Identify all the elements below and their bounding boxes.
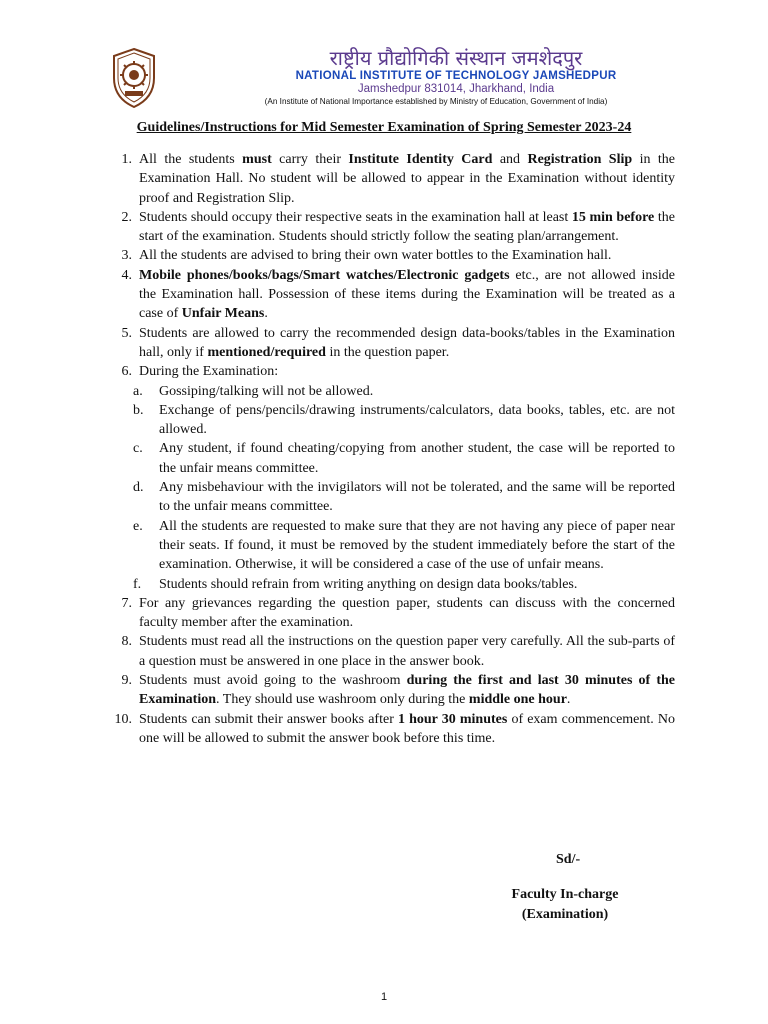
- guideline-item: [113, 710, 675, 749]
- guideline-subitem: [113, 575, 675, 594]
- letterhead: [0, 0, 768, 112]
- guideline-item: [113, 594, 675, 633]
- subitem-letter: b.: [133, 402, 144, 418]
- guideline-emphasis: during the first and last 30 minutes of the Examination: [139, 673, 675, 708]
- document-title: Guidelines/Instructions for Mid Semester Examination of Spring Semester 2023-24: [136, 120, 632, 135]
- nit-jamshedpur-seal-icon: [110, 48, 158, 108]
- guideline-number: 7.: [121, 595, 132, 611]
- subitem-text: Any misbehaviour with the invigilators will not be tolerated, and the same will be reported to the unfair means committee.: [159, 480, 675, 515]
- subitem-text: Exchange of pens/pencils/drawing instruments/calculators, data books, tables, etc. are not allowed.: [159, 402, 675, 438]
- page-number: 1: [380, 991, 388, 1003]
- subitem-text: All the students are requested to make sure that they are not having any piece of paper near their seats. If found, it must be removed by the student immediately before the start of the examination. Otherwise, it will be considered a case of the use of unfair means.: [159, 518, 675, 573]
- guideline-text: .: [264, 306, 268, 322]
- guideline-subitem: [113, 478, 675, 517]
- guideline-emphasis: middle one hour: [468, 692, 567, 708]
- subitem-letter: e.: [133, 518, 143, 534]
- guideline-text: .: [566, 692, 571, 708]
- subitem-letter: f.: [133, 576, 142, 592]
- guideline-number: 2.: [121, 209, 132, 225]
- guideline-number: 4.: [121, 267, 132, 283]
- guideline-text: All the students: [139, 152, 243, 167]
- guideline-item: [113, 632, 675, 671]
- signature-block: [495, 885, 635, 925]
- guideline-text: For any grievances regarding the question paper, students can discuss with the concerned faculty member after the examination.: [139, 595, 675, 631]
- guideline-emphasis: Registration Slip: [527, 152, 633, 167]
- guideline-item: [113, 150, 675, 208]
- guideline-emphasis: Unfair Means: [181, 306, 265, 322]
- guideline-text: the start of the examination. Students should strictly follow the seating plan/arrangement.: [139, 209, 675, 245]
- guideline-number: 9.: [121, 673, 132, 689]
- guideline-text: Students must avoid going to the washroom: [139, 673, 407, 689]
- guideline-text: and: [492, 152, 528, 167]
- guideline-number: 1.: [121, 152, 132, 167]
- guideline-item: [113, 266, 675, 324]
- guideline-number: 8.: [121, 634, 132, 650]
- subitem-text: Students should refrain from writing anything on design data books/tables.: [159, 576, 578, 592]
- guideline-text: Students are allowed to carry the recommended design data-books/tables in the Examination hall, only if: [139, 325, 675, 360]
- guideline-text: . They should use washroom only during the: [216, 692, 469, 708]
- subitem-letter: c.: [133, 441, 143, 457]
- guideline-item: [113, 208, 675, 247]
- guideline-item: [113, 671, 675, 710]
- institute-address: Jamshedpur 831014, Jharkhand, India: [357, 83, 555, 95]
- subitem-letter: d.: [133, 480, 144, 496]
- guideline-text: During the Examination:: [139, 364, 279, 380]
- guideline-text: carry their: [271, 152, 349, 167]
- guideline-subitem: [113, 382, 675, 401]
- guideline-text: Students should occupy their respective seats in the examination hall at least: [139, 209, 572, 225]
- signatory-role: Faculty In-charge: [511, 887, 619, 902]
- guideline-text: Students can submit their answer books after: [139, 711, 398, 727]
- subitem-letter: a.: [133, 383, 143, 399]
- institute-name-english: NATIONAL INSTITUTE OF TECHNOLOGY JAMSHEDPUR: [295, 70, 617, 82]
- signatory-dept: (Examination): [521, 907, 609, 922]
- guideline-subitem: [113, 439, 675, 478]
- guideline-text: in the question paper.: [325, 344, 450, 360]
- guideline-text: Students must read all the instructions on the question paper very carefully. All the sub-parts of a question must be answered in one place in the answer book.: [139, 634, 675, 669]
- guideline-emphasis: 15 min before: [571, 209, 655, 225]
- guideline-text: All the students are advised to bring their own water bottles to the Examination hall.: [139, 248, 612, 264]
- guideline-subitem: [113, 517, 675, 575]
- institute-name-hindi: राष्ट्रीय प्रौद्योगिकी संस्थान जमशेदपुर: [329, 46, 583, 70]
- guideline-emphasis: 1 hour 30 minutes: [397, 711, 508, 727]
- guideline-number: 6.: [121, 364, 132, 380]
- subitem-text: Gossiping/talking will not be allowed.: [159, 383, 374, 399]
- guideline-emphasis: Institute Identity Card: [348, 152, 493, 167]
- guidelines-list: [113, 150, 675, 748]
- guideline-emphasis: must: [242, 152, 272, 167]
- guideline-text: of exam commencement. No one will be allowed to submit the answer book before this time.: [139, 711, 676, 746]
- guideline-number: 3.: [121, 248, 132, 264]
- guideline-item: [113, 246, 675, 265]
- guideline-subitem: [113, 401, 675, 440]
- guideline-item: [113, 362, 675, 381]
- guideline-emphasis: Mobile phones/books/bags/Smart watches/Electronic gadgets: [139, 267, 510, 283]
- guideline-number: 10.: [114, 711, 132, 727]
- guideline-text: etc., are not allowed inside the Examination hall. Possession of these items during the Examination will be treated as a case of: [139, 267, 675, 322]
- signature-sd: Sd/-: [556, 852, 581, 867]
- guideline-emphasis: mentioned/required: [207, 344, 326, 360]
- guideline-item: [113, 324, 675, 363]
- guideline-number: 5.: [121, 325, 132, 341]
- guideline-text: in the Examination Hall. No student will be allowed to appear in the Examination without identity proof and Registration Slip.: [139, 152, 675, 206]
- subitem-text: Any student, if found cheating/copying from another student, the case will be reported to the unfair means committee.: [159, 441, 675, 476]
- institute-tagline: (An Institute of National Importance established by Ministry of Education, Government of India): [264, 97, 608, 106]
